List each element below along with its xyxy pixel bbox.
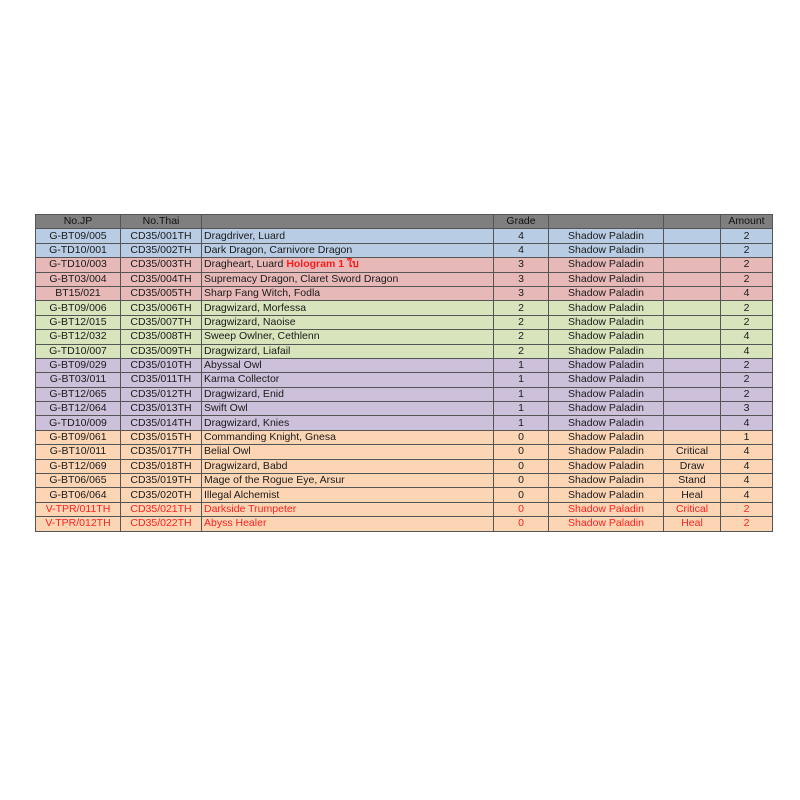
table-row — [36, 488, 773, 502]
cell-trigger: Heal — [664, 488, 721, 502]
cell-card-name: Dark Dragon, Carnivore Dragon — [202, 243, 494, 257]
cell-no-jp: G-BT06/065 — [36, 474, 121, 488]
cell-clan: Shadow Paladin — [549, 430, 664, 444]
cell-no-jp: G-BT09/006 — [36, 301, 121, 315]
cell-no-jp: G-BT03/004 — [36, 272, 121, 286]
cell-amount: 4 — [721, 344, 773, 358]
cell-clan: Shadow Paladin — [549, 373, 664, 387]
cell-no-jp: G-BT12/015 — [36, 315, 121, 329]
cell-no-jp: G-BT12/069 — [36, 459, 121, 473]
cell-clan: Shadow Paladin — [549, 416, 664, 430]
cell-trigger — [664, 430, 721, 444]
cell-clan: Shadow Paladin — [549, 315, 664, 329]
cell-card-name: Mage of the Rogue Eye, Arsur — [202, 474, 494, 488]
table-row — [36, 517, 773, 531]
cell-card-name: Abyss Healer — [202, 517, 494, 531]
header-amount: Amount — [721, 215, 773, 229]
table-row — [36, 258, 773, 272]
cell-no-thai: CD35/008TH — [121, 330, 202, 344]
cell-trigger: Draw — [664, 459, 721, 473]
cell-no-thai: CD35/010TH — [121, 358, 202, 372]
cell-grade: 3 — [494, 258, 549, 272]
cell-card-name: Swift Owl — [202, 402, 494, 416]
cell-no-thai: CD35/018TH — [121, 459, 202, 473]
cell-grade: 2 — [494, 315, 549, 329]
cell-amount: 2 — [721, 502, 773, 516]
cell-no-thai: CD35/001TH — [121, 229, 202, 243]
cell-trigger — [664, 416, 721, 430]
cell-clan: Shadow Paladin — [549, 243, 664, 257]
cell-amount: 4 — [721, 459, 773, 473]
cell-grade: 3 — [494, 286, 549, 300]
header-row — [36, 215, 773, 229]
cell-amount: 2 — [721, 258, 773, 272]
table-row — [36, 416, 773, 430]
cell-card-name: Belial Owl — [202, 445, 494, 459]
cell-trigger: Critical — [664, 445, 721, 459]
cell-no-thai: CD35/021TH — [121, 502, 202, 516]
cell-amount: 4 — [721, 286, 773, 300]
cell-trigger: Stand — [664, 474, 721, 488]
cell-clan: Shadow Paladin — [549, 459, 664, 473]
cell-amount: 4 — [721, 445, 773, 459]
cell-clan: Shadow Paladin — [549, 474, 664, 488]
table-row — [36, 373, 773, 387]
cell-card-name: Dragwizard, Liafail — [202, 344, 494, 358]
cell-no-jp: G-TD10/003 — [36, 258, 121, 272]
cell-grade: 1 — [494, 373, 549, 387]
header-no-thai: No.Thai — [121, 215, 202, 229]
cell-grade: 1 — [494, 402, 549, 416]
cell-card-name: Abyssal Owl — [202, 358, 494, 372]
cell-grade: 0 — [494, 459, 549, 473]
header-trigger — [664, 215, 721, 229]
cell-clan: Shadow Paladin — [549, 502, 664, 516]
cell-card-name: Sweep Owlner, Cethlenn — [202, 330, 494, 344]
table-row — [36, 358, 773, 372]
cell-grade: 3 — [494, 272, 549, 286]
header-name — [202, 215, 494, 229]
cell-trigger — [664, 330, 721, 344]
cell-no-jp: G-BT12/064 — [36, 402, 121, 416]
card-rows — [36, 229, 773, 531]
cell-no-jp: G-BT12/065 — [36, 387, 121, 401]
cell-trigger — [664, 272, 721, 286]
cell-no-jp: V-TPR/011TH — [36, 502, 121, 516]
cell-card-name: Dragwizard, Babd — [202, 459, 494, 473]
cell-clan: Shadow Paladin — [549, 330, 664, 344]
cell-trigger — [664, 286, 721, 300]
cell-amount: 1 — [721, 430, 773, 444]
cell-no-jp: G-BT03/011 — [36, 373, 121, 387]
cell-no-thai: CD35/020TH — [121, 488, 202, 502]
cell-trigger — [664, 358, 721, 372]
cell-no-thai: CD35/005TH — [121, 286, 202, 300]
cell-no-thai: CD35/003TH — [121, 258, 202, 272]
table-row — [36, 430, 773, 444]
table-row — [36, 243, 773, 257]
cell-clan: Shadow Paladin — [549, 272, 664, 286]
cell-amount: 2 — [721, 517, 773, 531]
cell-grade: 4 — [494, 229, 549, 243]
cell-card-name: Dragwizard, Knies — [202, 416, 494, 430]
cell-no-thai: CD35/017TH — [121, 445, 202, 459]
table-row — [36, 315, 773, 329]
cell-clan: Shadow Paladin — [549, 402, 664, 416]
cell-card-name: Dragwizard, Morfessa — [202, 301, 494, 315]
cell-amount: 2 — [721, 301, 773, 315]
cell-amount: 2 — [721, 229, 773, 243]
cell-no-thai: CD35/007TH — [121, 315, 202, 329]
cell-grade: 1 — [494, 358, 549, 372]
cell-no-thai: CD35/004TH — [121, 272, 202, 286]
table-row — [36, 387, 773, 401]
cell-amount: 2 — [721, 387, 773, 401]
card-list-table — [35, 214, 773, 532]
cell-no-jp: G-TD10/001 — [36, 243, 121, 257]
header-grade: Grade — [494, 215, 549, 229]
cell-card-name: Supremacy Dragon, Claret Sword Dragon — [202, 272, 494, 286]
cell-no-thai: CD35/015TH — [121, 430, 202, 444]
table-row — [36, 272, 773, 286]
table-row — [36, 445, 773, 459]
cell-grade: 1 — [494, 387, 549, 401]
cell-amount: 4 — [721, 488, 773, 502]
cell-amount: 2 — [721, 272, 773, 286]
cell-no-jp: G-BT09/005 — [36, 229, 121, 243]
cell-amount: 2 — [721, 358, 773, 372]
cell-amount: 2 — [721, 315, 773, 329]
cell-amount: 4 — [721, 416, 773, 430]
header-no-jp: No.JP — [36, 215, 121, 229]
header-clan — [549, 215, 664, 229]
cell-trigger — [664, 387, 721, 401]
hologram-note: Hologram 1 ใบ — [286, 258, 359, 271]
cell-card-name: Dragwizard, Enid — [202, 387, 494, 401]
cell-trigger — [664, 229, 721, 243]
table-row — [36, 301, 773, 315]
cell-grade: 4 — [494, 243, 549, 257]
cell-card-name: Darkside Trumpeter — [202, 502, 494, 516]
table-row — [36, 229, 773, 243]
cell-clan: Shadow Paladin — [549, 301, 664, 315]
cell-grade: 0 — [494, 474, 549, 488]
cell-no-thai: CD35/014TH — [121, 416, 202, 430]
cell-amount: 4 — [721, 474, 773, 488]
cell-card-name: Illegal Alchemist — [202, 488, 494, 502]
table-row — [36, 502, 773, 516]
cell-no-jp: G-BT09/061 — [36, 430, 121, 444]
cell-clan: Shadow Paladin — [549, 229, 664, 243]
cell-card-name: Dragdriver, Luard — [202, 229, 494, 243]
cell-no-jp: BT15/021 — [36, 286, 121, 300]
cell-trigger — [664, 258, 721, 272]
cell-no-thai: CD35/002TH — [121, 243, 202, 257]
cell-grade: 0 — [494, 430, 549, 444]
cell-no-thai: CD35/013TH — [121, 402, 202, 416]
cell-clan: Shadow Paladin — [549, 488, 664, 502]
cell-no-thai: CD35/006TH — [121, 301, 202, 315]
cell-no-jp: G-BT10/011 — [36, 445, 121, 459]
table-row — [36, 474, 773, 488]
cell-trigger — [664, 373, 721, 387]
cell-no-jp: G-TD10/007 — [36, 344, 121, 358]
cell-no-jp: G-BT12/032 — [36, 330, 121, 344]
cell-card-name: Dragheart, Luard Hologram 1 ใบ — [202, 258, 494, 272]
table-row — [36, 402, 773, 416]
cell-grade: 0 — [494, 502, 549, 516]
cell-grade: 1 — [494, 416, 549, 430]
cell-clan: Shadow Paladin — [549, 387, 664, 401]
table-row — [36, 344, 773, 358]
cell-card-name: Karma Collector — [202, 373, 494, 387]
cell-clan: Shadow Paladin — [549, 286, 664, 300]
cell-amount: 2 — [721, 243, 773, 257]
cell-trigger — [664, 315, 721, 329]
cell-clan: Shadow Paladin — [549, 358, 664, 372]
cell-no-jp: G-TD10/009 — [36, 416, 121, 430]
cell-amount: 3 — [721, 402, 773, 416]
table-row — [36, 330, 773, 344]
cell-amount: 2 — [721, 373, 773, 387]
cell-grade: 2 — [494, 330, 549, 344]
cell-grade: 0 — [494, 488, 549, 502]
cell-trigger: Critical — [664, 502, 721, 516]
cell-no-thai: CD35/022TH — [121, 517, 202, 531]
cell-card-name: Commanding Knight, Gnesa — [202, 430, 494, 444]
cell-card-name: Sharp Fang Witch, Fodla — [202, 286, 494, 300]
cell-clan: Shadow Paladin — [549, 258, 664, 272]
cell-no-thai: CD35/012TH — [121, 387, 202, 401]
table-row — [36, 286, 773, 300]
cell-card-name: Dragwizard, Naoise — [202, 315, 494, 329]
cell-clan: Shadow Paladin — [549, 445, 664, 459]
cell-trigger — [664, 344, 721, 358]
cell-no-thai: CD35/011TH — [121, 373, 202, 387]
cell-trigger: Heal — [664, 517, 721, 531]
cell-clan: Shadow Paladin — [549, 517, 664, 531]
cell-trigger — [664, 301, 721, 315]
cell-no-thai: CD35/019TH — [121, 474, 202, 488]
cell-no-jp: G-BT09/029 — [36, 358, 121, 372]
table-row — [36, 459, 773, 473]
cell-trigger — [664, 243, 721, 257]
cell-amount: 4 — [721, 330, 773, 344]
cell-no-thai: CD35/009TH — [121, 344, 202, 358]
cell-no-jp: G-BT06/064 — [36, 488, 121, 502]
cell-no-jp: V-TPR/012TH — [36, 517, 121, 531]
cell-grade: 0 — [494, 445, 549, 459]
cell-grade: 0 — [494, 517, 549, 531]
cell-clan: Shadow Paladin — [549, 344, 664, 358]
cell-grade: 2 — [494, 301, 549, 315]
cell-trigger — [664, 402, 721, 416]
cell-grade: 2 — [494, 344, 549, 358]
